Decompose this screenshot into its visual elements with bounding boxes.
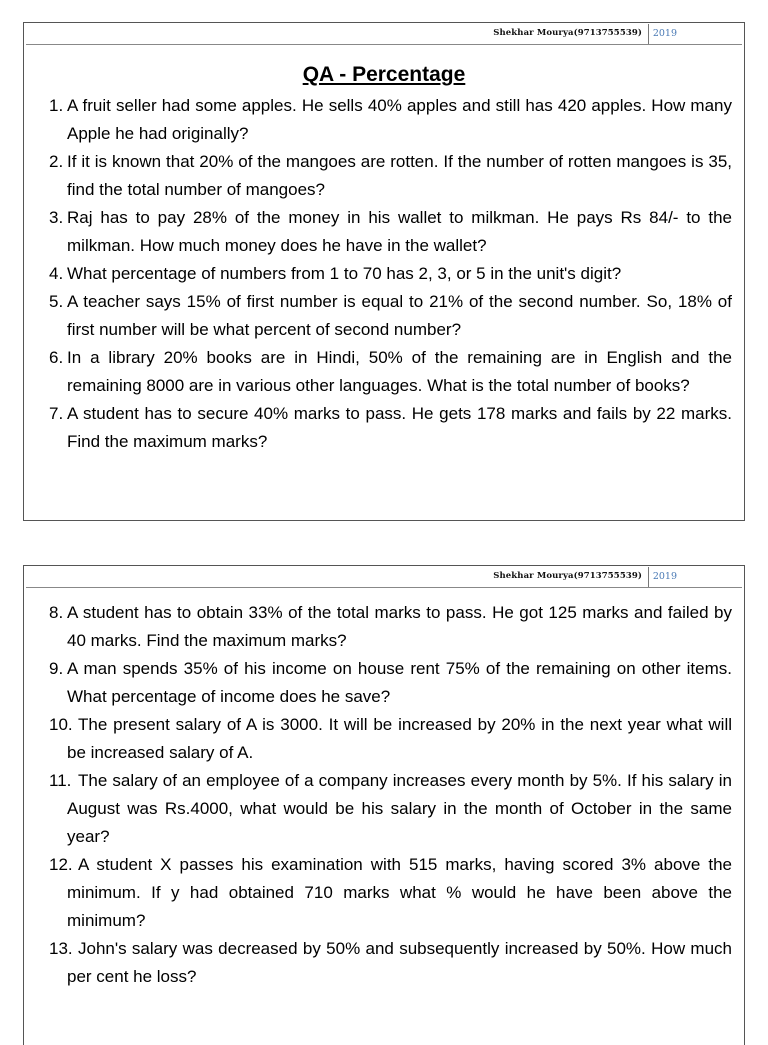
page-title: QA - Percentage — [302, 63, 466, 86]
question-number: 5. — [49, 292, 64, 311]
question-number: 11. — [49, 771, 72, 790]
question-text: John's salary was decreased by 50% and subsequently increased by 50%. How much per cent he loss? — [67, 939, 732, 986]
header-author: Shekhar Mourya(9713755539) — [493, 28, 642, 38]
question-item — [49, 148, 732, 204]
page-header — [24, 566, 744, 589]
question-item — [49, 260, 732, 288]
question-list — [49, 92, 732, 456]
question-number: 12. — [49, 855, 73, 874]
header-author: Shekhar Mourya(9713755539) — [493, 571, 642, 581]
question-number: 9. — [49, 659, 64, 678]
header-rule — [26, 44, 742, 45]
question-number: 8. — [49, 603, 64, 622]
question-item — [49, 288, 732, 344]
question-text: The salary of an employee of a company increases every month by 5%. If his salary in August was Rs.4000, what would be his salary in the month of October in the same year? — [67, 771, 732, 846]
question-item — [49, 400, 732, 456]
header-year: 2019 — [652, 571, 677, 582]
question-item — [49, 711, 732, 767]
question-text: A student has to obtain 33% of the total marks to pass. He got 125 marks and failed by 40 marks. Find the maximum marks? — [67, 603, 732, 650]
question-number: 7. — [49, 404, 64, 423]
question-text: A student X passes his examination with 515 marks, having scored 3% above the minimum. If y had obtained 710 marks what % would he have been above the minimum? — [67, 855, 732, 930]
question-item — [49, 344, 732, 400]
question-item — [49, 92, 732, 148]
question-item — [49, 655, 732, 711]
document-page-2 — [23, 565, 745, 1045]
question-number: 10. — [49, 715, 73, 734]
question-number: 2. — [49, 152, 64, 171]
question-text: Raj has to pay 28% of the money in his wallet to milkman. He pays Rs 84/- to the milkman. How much money does he have in the wallet? — [67, 208, 732, 255]
question-item — [49, 851, 732, 935]
page-header — [24, 23, 744, 46]
question-item — [49, 935, 732, 991]
header-divider — [648, 24, 649, 44]
question-text: A man spends 35% of his income on house rent 75% of the remaining on other items. What percentage of income does he save? — [67, 659, 732, 706]
question-text: If it is known that 20% of the mangoes are rotten. If the number of rotten mangoes is 35, find the total number of mangoes? — [67, 152, 732, 199]
question-number: 4. — [49, 264, 64, 283]
question-text: A teacher says 15% of first number is equal to 21% of the second number. So, 18% of first number will be what percent of second number? — [67, 292, 732, 339]
question-number: 6. — [49, 348, 64, 367]
question-text: The present salary of A is 3000. It will be increased by 20% in the next year what will be increased salary of A. — [67, 715, 732, 762]
header-rule — [26, 587, 742, 588]
document-page-1 — [23, 22, 745, 521]
question-number: 3. — [49, 208, 64, 227]
question-text: In a library 20% books are in Hindi, 50% of the remaining are in English and the remaining 8000 are in various other languages. What is the total number of books? — [67, 348, 732, 395]
header-year: 2019 — [652, 28, 677, 39]
question-number: 1. — [49, 96, 64, 115]
question-number: 13. — [49, 939, 73, 958]
question-text: What percentage of numbers from 1 to 70 has 2, 3, or 5 in the unit's digit? — [67, 264, 622, 283]
question-item — [49, 767, 732, 851]
question-list — [49, 599, 732, 991]
header-divider — [648, 567, 649, 587]
question-item — [49, 599, 732, 655]
question-text: A student has to secure 40% marks to pass. He gets 178 marks and fails by 22 marks. Find the maximum marks? — [67, 404, 732, 451]
question-item — [49, 204, 732, 260]
question-text: A fruit seller had some apples. He sells 40% apples and still has 420 apples. How many Apple he had originally? — [67, 96, 732, 143]
